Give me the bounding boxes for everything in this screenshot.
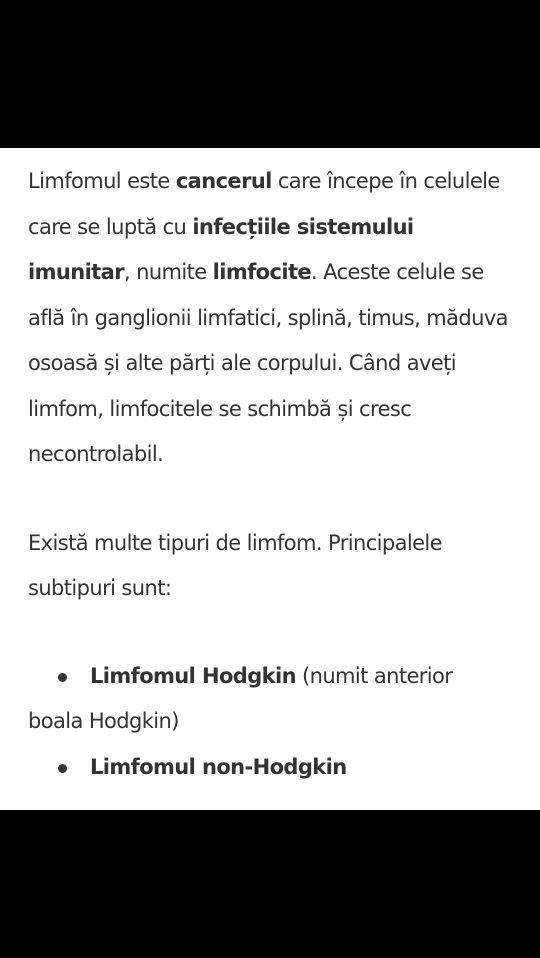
- intro-text-1: Limfomul este: [28, 169, 176, 193]
- intro-text-3: , numite: [123, 260, 213, 284]
- top-black-bar: [0, 0, 540, 148]
- types-paragraph: Există multe tipuri de limfom. Principalele subtipuri sunt:: [28, 530, 442, 600]
- subtypes-list: [28, 654, 520, 791]
- list-item-line: [90, 654, 520, 700]
- list-item: [28, 654, 520, 745]
- article-content: [0, 148, 540, 810]
- list-item-wrap-text: boala Hodgkin): [28, 709, 179, 733]
- intro-text-4: . Aceste celule se află în ganglionii limfatici, splină, timus, măduva osoasă și alte părți ale corpului. Când aveți limfom, limfocitele se schimbă și cresc necontrolabil.: [28, 260, 508, 466]
- list-item: [28, 745, 520, 791]
- link-limfomul-non-hodgkin[interactable]: Limfomul non-Hodgkin: [90, 754, 347, 779]
- intro-paragraph: [28, 159, 520, 478]
- bottom-black-bar: [0, 810, 540, 958]
- link-cancerul[interactable]: cancerul: [175, 169, 272, 193]
- link-infectiile-sistemului-imunitar[interactable]: infecțiile sistemului imunitar: [28, 214, 414, 284]
- intro-text-2: care începe în celulele care se luptă cu: [28, 169, 500, 239]
- bullet-icon: [58, 673, 67, 682]
- list-item-line: [90, 745, 520, 791]
- list-item-text: (numit anterior: [295, 663, 453, 688]
- link-limfomul-hodgkin[interactable]: Limfomul Hodgkin: [90, 663, 296, 688]
- link-limfocite[interactable]: limfocite: [212, 260, 312, 284]
- bullet-icon: [58, 764, 67, 773]
